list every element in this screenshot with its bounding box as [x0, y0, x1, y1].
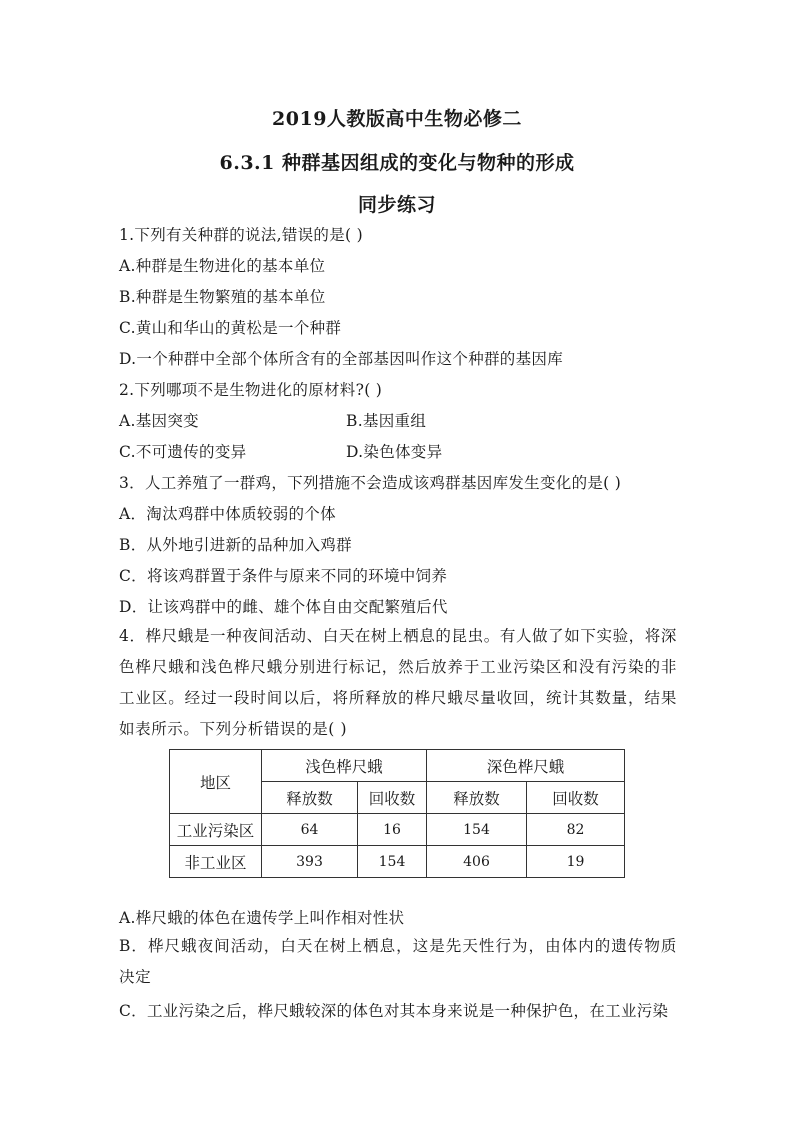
question-2-option-a: A.基因突变 — [119, 412, 199, 430]
question-1-option-b: B.种群是生物繁殖的基本单位 — [119, 288, 326, 306]
question-4-option-b: B．桦尺蛾夜间活动，白天在树上栖息，这是先天性行为，由体内的遗传物质决定 — [119, 937, 677, 986]
question-3-option-d: D．让该鸡群中的雌、雄个体自由交配繁殖后代 — [119, 598, 448, 616]
data-table — [169, 749, 625, 878]
question-1-option-d: D.一个种群中全部个体所含有的全部基因叫作这个种群的基因库 — [119, 350, 564, 368]
table-cell: 154 — [427, 814, 527, 846]
table-row — [170, 846, 625, 878]
table-cell: 19 — [527, 846, 625, 878]
table-cell: 64 — [262, 814, 358, 846]
question-4-option-a: A.桦尺蛾的体色在遗传学上叫作相对性状 — [119, 909, 405, 927]
question-3-option-b: B．从外地引进新的品种加入鸡群 — [119, 536, 352, 554]
table-subheader: 释放数 — [262, 782, 358, 814]
table-corner-header: 地区 — [170, 750, 262, 814]
table-group-header-light: 浅色桦尺蛾 — [262, 750, 427, 782]
question-4-option-c: C．工业污染之后，桦尺蛾较深的体色对其本身来说是一种保护色，在工业污染 — [119, 1002, 669, 1020]
table-subheader: 释放数 — [427, 782, 527, 814]
table-cell: 393 — [262, 846, 358, 878]
table-cell: 406 — [427, 846, 527, 878]
table-group-header-dark: 深色桦尺蛾 — [427, 750, 625, 782]
section-heading: 同步练习 — [357, 194, 436, 216]
table-cell: 16 — [358, 814, 427, 846]
question-2-option-b: B.基因重组 — [346, 412, 427, 430]
question-3-option-a: A．淘汰鸡群中体质较弱的个体 — [119, 505, 336, 523]
document-subtitle: 6.3.1 种群基因组成的变化与物种的形成 — [219, 152, 575, 174]
table-row — [170, 814, 625, 846]
question-2-option-d: D.染色体变异 — [346, 443, 443, 461]
document-title: 2019人教版高中生物必修二 — [272, 108, 522, 130]
question-2-option-c: C.不可遗传的变异 — [119, 443, 247, 461]
question-1-option-a: A.种群是生物进化的基本单位 — [119, 257, 326, 275]
question-1-option-c: C.黄山和华山的黄松是一个种群 — [119, 319, 342, 337]
question-3-stem: 3．人工养殖了一群鸡，下列措施不会造成该鸡群基因库发生变化的是( ) — [119, 474, 622, 492]
table-subheader: 回收数 — [358, 782, 427, 814]
table-row-label: 非工业区 — [170, 846, 262, 878]
table-cell: 82 — [527, 814, 625, 846]
question-4-stem: 4．桦尺蛾是一种夜间活动、白天在树上栖息的昆虫。有人做了如下实验，将深色桦尺蛾和浅色桦尺蛾分别进行标记，然后放养于工业污染区和没有污染的非工业区。经过一段时间以后，将所释放的桦尺蛾尽量收回，统计其数量，结果如表所示。下列分析错误的是( ) — [119, 627, 677, 738]
question-2-stem: 2.下列哪项不是生物进化的原材料?( ) — [119, 381, 383, 399]
table-subheader: 回收数 — [527, 782, 625, 814]
table-row-label: 工业污染区 — [170, 814, 262, 846]
table-cell: 154 — [358, 846, 427, 878]
question-1-stem: 1.下列有关种群的说法,错误的是( ) — [119, 226, 363, 244]
question-3-option-c: C．将该鸡群置于条件与原来不同的环境中饲养 — [119, 567, 448, 585]
